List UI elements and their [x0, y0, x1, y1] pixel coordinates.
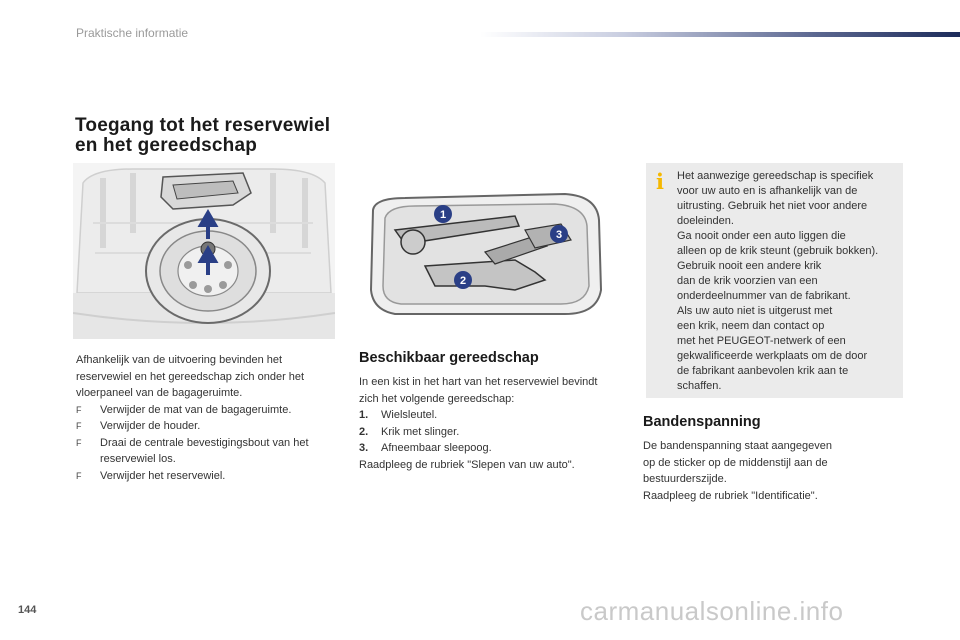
wheel-access-intro: Afhankelijk van de uitvoering bevinden het reservewiel en het gereedschap zich onder het vloerpaneel van de bagageruimte. [76, 354, 305, 399]
tools-description [359, 374, 609, 473]
bullet-icon: F [76, 404, 82, 415]
bullet-icon: F [76, 437, 82, 448]
tools-heading: Beschikbaar gereedschap [359, 350, 539, 366]
callout-3: 3 [555, 229, 563, 241]
list-item: F Verwijder de houder. [76, 418, 336, 435]
list-item: 3. Afneembaar sleepoog. [359, 442, 492, 454]
section-label: Praktische informatie [76, 26, 189, 40]
wheel-access-steps [76, 402, 336, 485]
list-item: F Verwijder het reservewiel. [76, 468, 336, 485]
list-item: 1. Wielsleutel. [359, 409, 438, 421]
tools-outro: Raadpleeg de rubriek "Slepen van uw auto". [359, 458, 575, 471]
info-icon: i [656, 169, 664, 194]
list-item: F Verwijder de mat van de bagageruimte. [76, 402, 336, 419]
spare-wheel-illustration [73, 163, 335, 339]
page-title [75, 116, 345, 156]
watermark: carmanualsonline.info [580, 596, 844, 626]
callout-2: 2 [459, 275, 467, 287]
title-line-2: en het gereedschap [75, 135, 258, 156]
page-number: 144 [18, 604, 37, 616]
tyre-pressure-heading: Bandenspanning [643, 414, 761, 430]
callout-1: 1 [439, 209, 447, 221]
header-bar [480, 32, 960, 37]
wheel-access-instructions [76, 352, 336, 484]
title-line-1: Toegang tot het reservewiel [75, 115, 331, 136]
info-box [646, 163, 903, 398]
tools-illustration [365, 190, 605, 320]
list-item: F Draai de centrale bevestigingsbout van het reservewiel los. [76, 436, 309, 465]
bullet-icon: F [76, 421, 82, 431]
tools-intro: In een kist in het hart van het reservewiel bevindt zich het volgende gereedschap: [359, 376, 598, 405]
info-text: Het aanwezige gereedschap is specifiek voor uw auto en is afhankelijk van de uitrusting. Gebruik het niet voor andere doeleinden. Ga nooit onder een auto liggen die alleen op de krik steunt (gebruik bokken). Gebruik nooit een andere krik dan de krik voorzien van een onderdeelnummer van de fabrikant. Als uw auto niet is uitgerust met een krik, neem dan contact op met het PEUGEOT-netwerk of een gekwalificeerde werkplaats om de door de fabrikant aanbevolen krik aan te schaffen. [677, 170, 879, 392]
tyre-pressure-text: De bandenspanning staat aangegeven op de sticker op de middenstijl aan de bestuurderszijde. Raadpleeg de rubriek "Identificatie". [643, 440, 832, 502]
bullet-icon: F [76, 470, 82, 481]
list-item: 2. Krik met slinger. [359, 425, 460, 438]
